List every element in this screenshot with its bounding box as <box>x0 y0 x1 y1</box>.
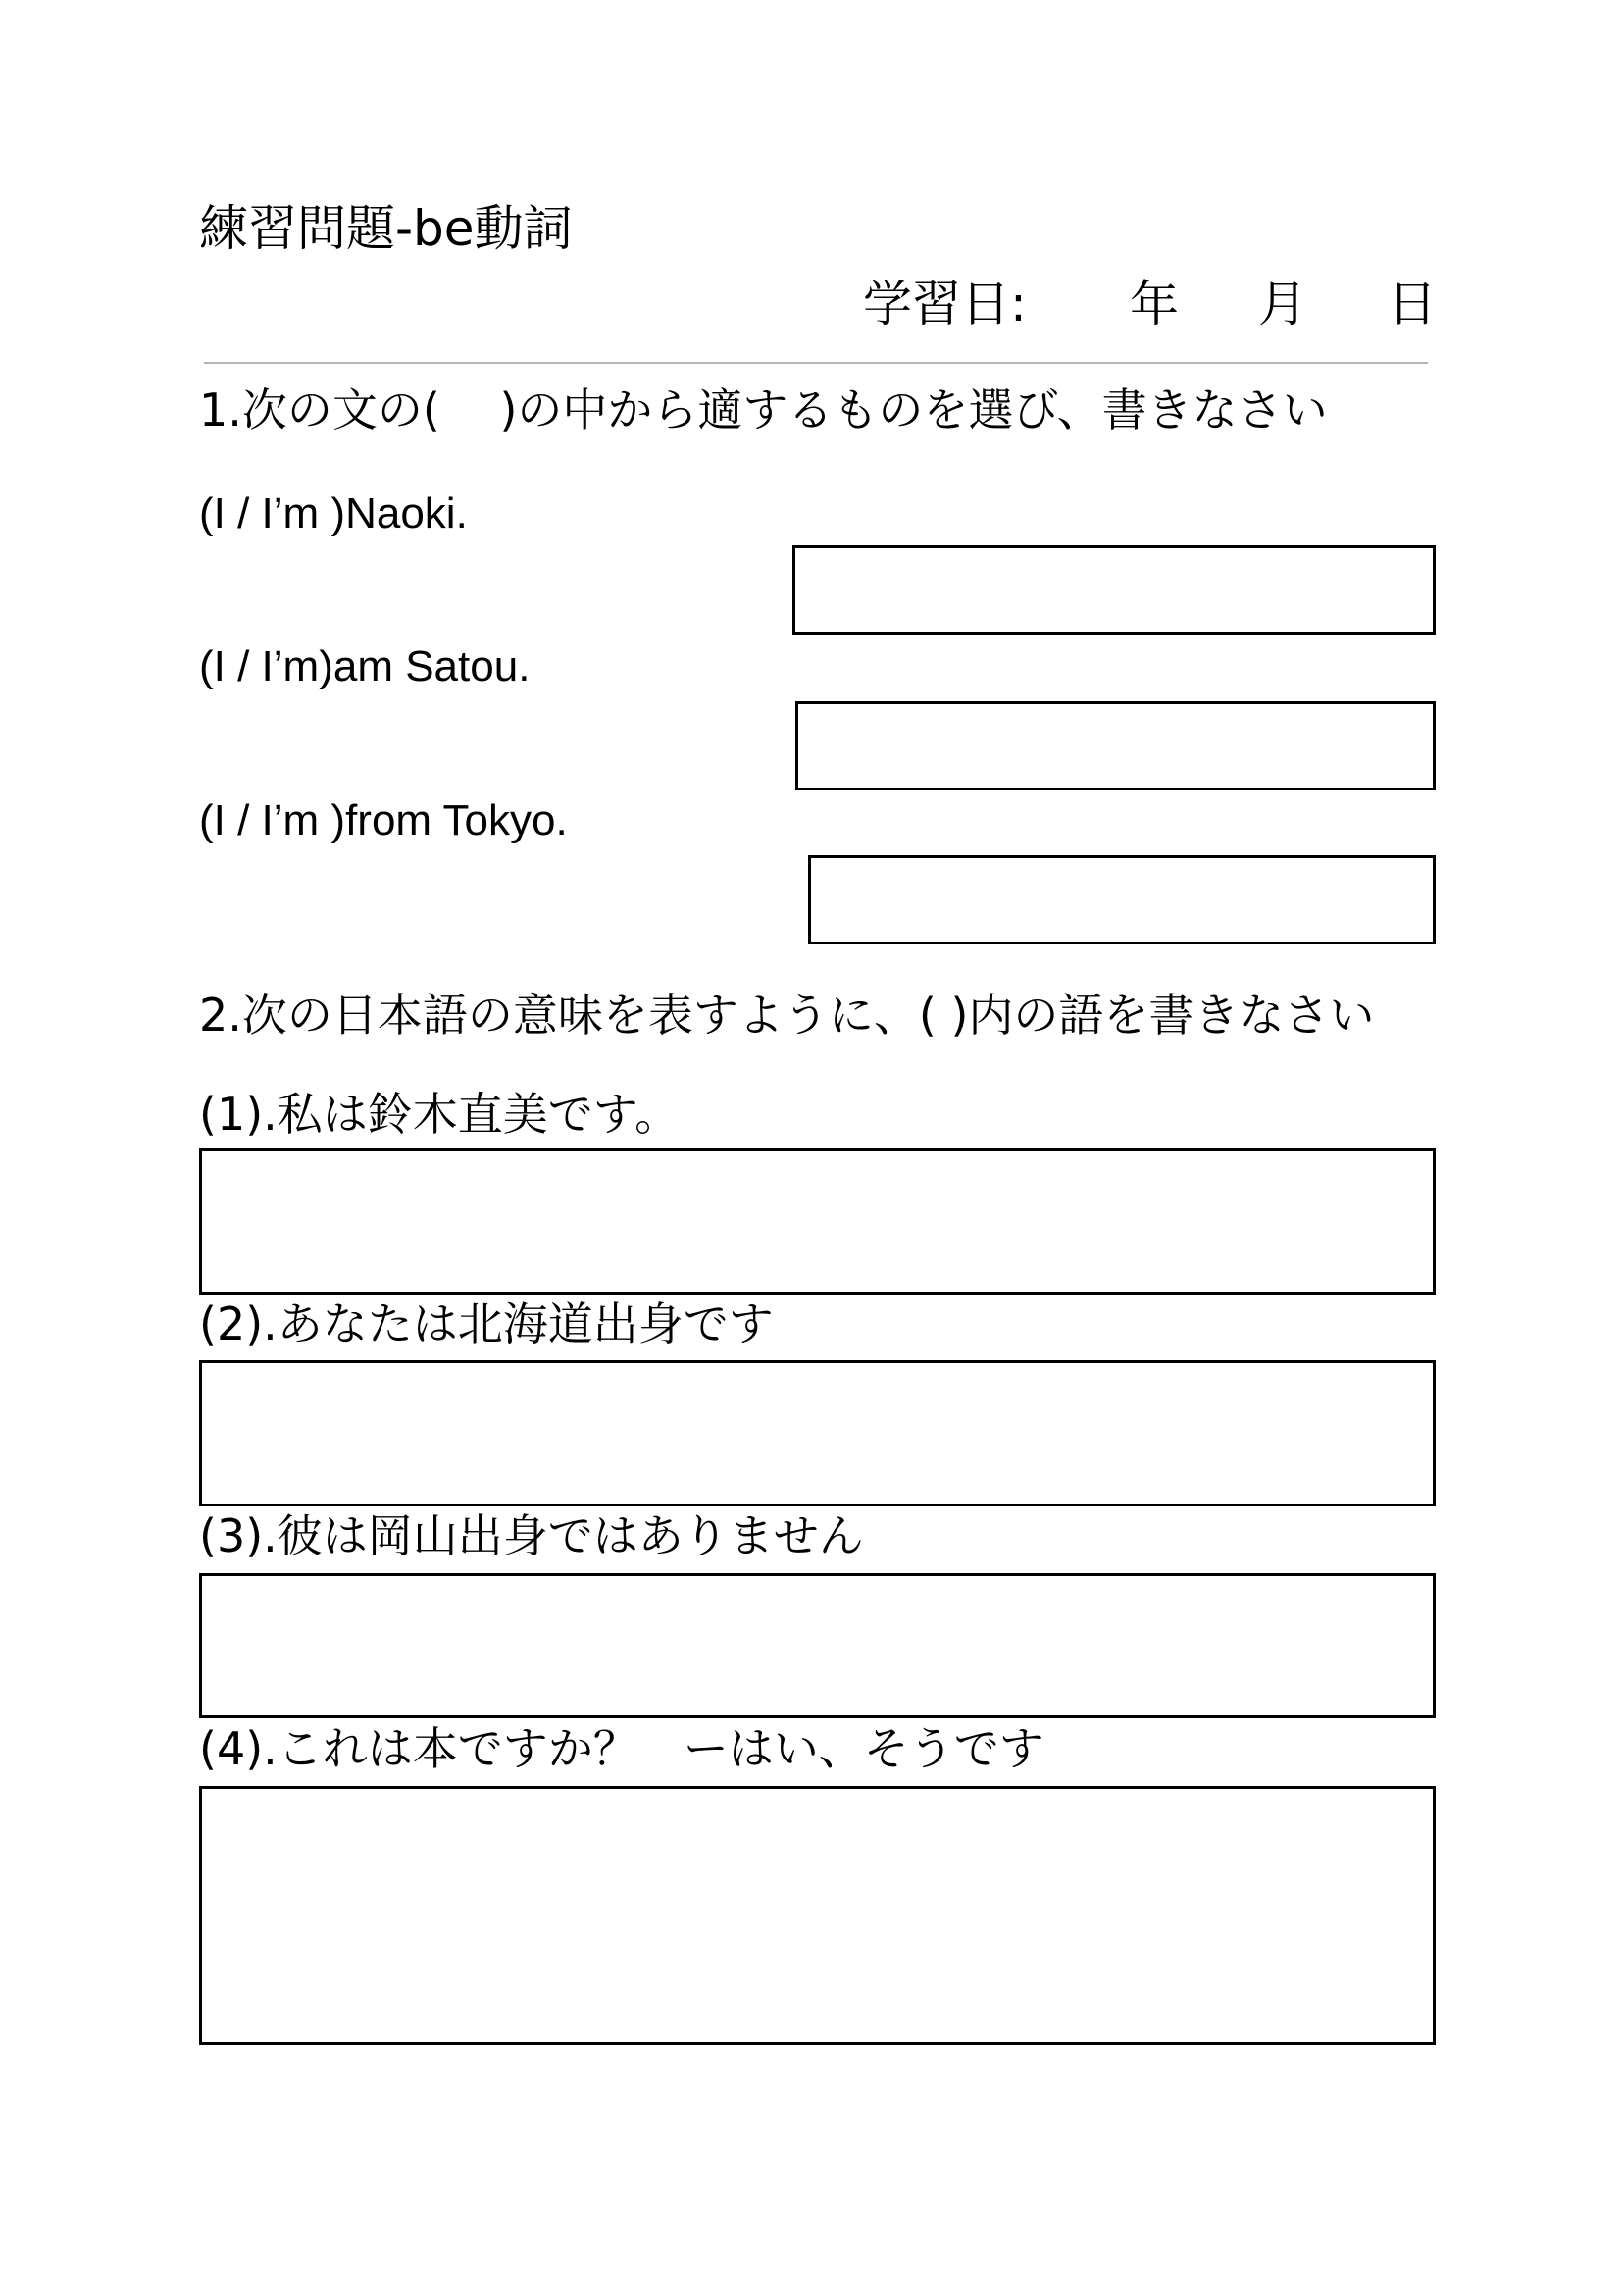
section2-answer-box-2[interactable] <box>199 1360 1436 1506</box>
section2-heading: 2.次の日本語の意味を表すように、( )内の語を書きなさい <box>199 989 1375 1042</box>
section1-answer-box-3[interactable] <box>808 855 1436 944</box>
section2-answer-box-4[interactable] <box>199 1786 1436 2045</box>
study-date-label: 学習日: <box>863 276 1027 332</box>
section2-question-2: (2).あなたは北海道出身です <box>199 1298 774 1351</box>
header-divider <box>204 362 1428 364</box>
section1-question-1: (I / I’m )Naoki. <box>199 489 468 537</box>
section1-heading: 1.次の文の( )の中から適するものを選び、書きなさい <box>199 383 1328 436</box>
section2-answer-box-1[interactable] <box>199 1148 1436 1295</box>
section1-answer-box-1[interactable] <box>792 545 1436 635</box>
worksheet-title: 練習問題-be動詞 <box>199 200 573 257</box>
section1-question-3: (I / I’m )from Tokyo. <box>199 796 568 844</box>
study-date-day: 日 <box>1388 276 1437 332</box>
study-date-month: 月 <box>1258 276 1307 332</box>
section1-question-2: (I / I’m)am Satou. <box>199 642 531 690</box>
study-date-year: 年 <box>1130 276 1179 332</box>
section2-question-3: (3).彼は岡山出身ではありません <box>199 1509 864 1562</box>
section1-answer-box-2[interactable] <box>795 701 1436 790</box>
section2-question-4: (4).これは本ですか？ ーはい、そうです <box>199 1722 1044 1775</box>
section2-answer-box-3[interactable] <box>199 1573 1436 1718</box>
section2-question-1: (1).私は鈴木直美です。 <box>199 1088 681 1141</box>
